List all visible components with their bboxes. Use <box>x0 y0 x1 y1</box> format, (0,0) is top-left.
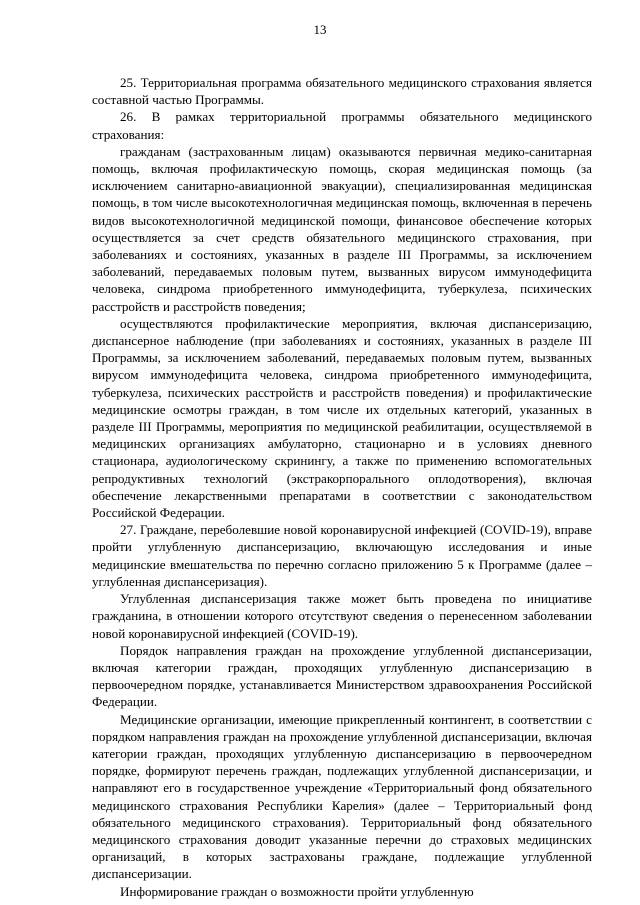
paragraph-27-initiative: Углубленная диспансеризация также может быть проведена по инициативе гражданина, в отношении которого отсутствуют сведения о перенесенном заболевании новой коронавирусной инфекцией (COVID-19). <box>92 591 592 641</box>
paragraph-27-informing: Информирование граждан о возможности пройти углубленную <box>120 883 474 899</box>
paragraph-27-procedure: Порядок направления граждан на прохождение углубленной диспансеризации, включая категории граждан, проходящих углубленную диспансеризацию в первоочередном порядке, устанавливается Министерством здравоохранения Российской Федерации. <box>92 642 592 710</box>
paragraph-26: 26. В рамках территориальной программы обязательного медицинского страхования: <box>92 109 592 142</box>
paragraph-26-medical-care: гражданам (застрахованным лицам) оказываются первичная медико-санитарная помощь, включая профилактическую помощь, скорая медицинская помощь (за исключением санитарно-авиационной эвакуации), специализированная медицинская помощь, в том числе высокотехнологичная медицинская помощь, включенная в перечень видов высокотехнологичной медицинской помощи, финансовое обеспечение которых осуществляется за счет средств обязательного медицинского страхования, при заболеваниях и состояниях, указанных в разделе III Программы, за исключением заболеваний, передаваемых половым путем, вызванных вирусом иммунодефицита человека, синдрома приобретенного иммунодефицита, туберкулеза, психических расстройств и расстройств поведения; <box>92 143 592 314</box>
paragraph-26-preventive-measures: осуществляются профилактические мероприятия, включая диспансеризацию, диспансерное наблюдение (при заболеваниях и состояниях, указанных в разделе III Программы, за исключением заболеваний, передаваемых половым путем, вызванных вирусом иммунодефицита человека, синдрома приобретенного иммунодефицита, туберкулеза, психических расстройств и расстройств поведения) и профилактические медицинские осмотры граждан, в том числе их отдельных категорий, указанных в разделе III Программы, мероприятия по медицинской реабилитации, осуществляемой в медицинских организациях амбулаторно, стационарно и в условиях дневного стационара, аудиологическому скринингу, а также по применению вспомогательных репродуктивных технологий (экстракорпорального оплодотворения), включая обеспечение лекарственными препаратами в соответствии с законодательством Российской Федерации. <box>92 315 592 521</box>
paragraph-27: 27. Граждане, переболевшие новой коронавирусной инфекцией (COVID-19), вправе пройти углубленную диспансеризацию, включающую исследования и иные медицинские вмешательства по перечню согласно приложению 5 к Программе (далее – углубленная диспансеризация). <box>92 522 592 589</box>
page-number: 13 <box>313 22 327 37</box>
document-body <box>92 74 592 900</box>
paragraph-25: 25. Территориальная программа обязательного медицинского страхования является составной частью Программы. <box>92 75 592 108</box>
paragraph-27-medical-organizations: Медицинские организации, имеющие прикрепленный контингент, в соответствии с порядком направления граждан на прохождение углубленной диспансеризации, включая категории граждан, проходящих углубленную диспансеризацию в первоочередном порядке, формируют перечень граждан, подлежащих углубленной диспансеризации, и направляют его в государственное учреждение «Территориальный фонд обязательного медицинского страхования Республики Карелия» (далее – Территориальный фонд обязательного медицинского страхования). Территориальный фонд обязательного медицинского страхования доводит указанные перечни до страховых медицинских организаций, в которых застрахованы граждане, подлежащие углубленной диспансеризации. <box>92 711 592 882</box>
